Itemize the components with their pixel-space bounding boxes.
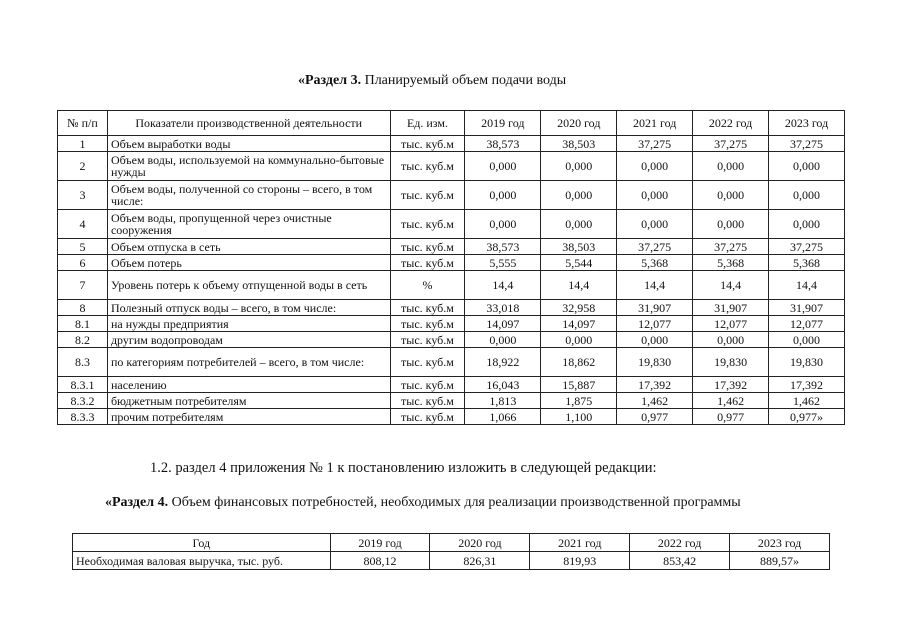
row-unit: % [390, 271, 465, 300]
value-2023: 889,57» [730, 552, 830, 570]
value-2023: 14,4 [769, 271, 845, 300]
table-row [58, 300, 845, 316]
value-2020: 0,000 [541, 210, 617, 239]
row-number: 3 [58, 181, 108, 210]
table-row [58, 393, 845, 409]
value-2023: 12,077 [769, 316, 845, 332]
value-2021: 37,275 [617, 239, 693, 255]
row-indicator: другим водопроводам [107, 332, 390, 348]
value-2021: 14,4 [617, 271, 693, 300]
value-2019: 33,018 [465, 300, 541, 316]
value-2023: 0,977» [769, 409, 845, 425]
value-2019: 14,4 [465, 271, 541, 300]
value-2020: 14,097 [541, 316, 617, 332]
value-2022: 0,977 [693, 409, 769, 425]
row-unit: тыс. куб.м [390, 377, 465, 393]
section3-title-text: Планируемый объем подачи воды [361, 73, 567, 88]
table-body [58, 136, 845, 425]
value-2021: 31,907 [617, 300, 693, 316]
value-2020: 0,000 [541, 181, 617, 210]
value-2023: 5,368 [769, 255, 845, 271]
row-indicator: Объем воды, используемой на коммунально-бытовые нужды [107, 152, 390, 181]
value-2022: 5,368 [693, 255, 769, 271]
table-row [58, 210, 845, 239]
value-2021: 0,000 [617, 210, 693, 239]
value-2022: 37,275 [693, 239, 769, 255]
row-number: 8 [58, 300, 108, 316]
value-2022: 0,000 [693, 332, 769, 348]
value-2019: 5,555 [465, 255, 541, 271]
header-unit: Ед. изм. [390, 111, 465, 136]
value-2023: 0,000 [769, 181, 845, 210]
table-row [58, 332, 845, 348]
row-unit: тыс. куб.м [390, 239, 465, 255]
row-number: 7 [58, 271, 108, 300]
row-number: 8.2 [58, 332, 108, 348]
row-number: 8.1 [58, 316, 108, 332]
table-row [58, 409, 845, 425]
value-2021: 37,275 [617, 136, 693, 152]
row-indicator: прочим потребителям [107, 409, 390, 425]
table-header-row [73, 534, 830, 552]
value-2022: 37,275 [693, 136, 769, 152]
row-number: 4 [58, 210, 108, 239]
row-indicator: на нужды предприятия [107, 316, 390, 332]
row-unit: тыс. куб.м [390, 348, 465, 377]
value-2019: 16,043 [465, 377, 541, 393]
row-indicator: Объем воды, полученной со стороны – всего, в том числе: [107, 181, 390, 210]
value-2020: 14,4 [541, 271, 617, 300]
value-2022: 0,000 [693, 210, 769, 239]
value-2021: 5,368 [617, 255, 693, 271]
row-unit: тыс. куб.м [390, 210, 465, 239]
row-indicator: населению [107, 377, 390, 393]
value-2021: 819,93 [530, 552, 630, 570]
value-2020: 38,503 [541, 239, 617, 255]
value-2021: 0,977 [617, 409, 693, 425]
table-row [58, 316, 845, 332]
table-header-row [58, 111, 845, 136]
table-row [58, 255, 845, 271]
section4-title-text: Объем финансовых потребностей, необходимых для реализации производственной программы [168, 495, 741, 510]
row-unit: тыс. куб.м [390, 393, 465, 409]
value-2019: 0,000 [465, 181, 541, 210]
value-2022: 12,077 [693, 316, 769, 332]
table-row [58, 271, 845, 300]
value-2020: 32,958 [541, 300, 617, 316]
value-2019: 808,12 [330, 552, 430, 570]
header-2019: 2019 год [465, 111, 541, 136]
table-row [58, 377, 845, 393]
row-unit: тыс. куб.м [390, 255, 465, 271]
table-row [58, 348, 845, 377]
row-number: 8.3.3 [58, 409, 108, 425]
header-2019: 2019 год [330, 534, 430, 552]
value-2020: 826,31 [430, 552, 530, 570]
value-2019: 1,813 [465, 393, 541, 409]
value-2020: 18,862 [541, 348, 617, 377]
value-2020: 15,887 [541, 377, 617, 393]
value-2020: 0,000 [541, 152, 617, 181]
value-2023: 17,392 [769, 377, 845, 393]
value-2022: 853,42 [630, 552, 730, 570]
header-2020: 2020 год [430, 534, 530, 552]
section3-title-bold: «Раздел 3. [298, 73, 362, 88]
row-indicator: Объем воды, пропущенной через очистные сооружения [107, 210, 390, 239]
row-number: 6 [58, 255, 108, 271]
value-2019: 1,066 [465, 409, 541, 425]
value-2022: 0,000 [693, 181, 769, 210]
value-2019: 0,000 [465, 332, 541, 348]
row-unit: тыс. куб.м [390, 332, 465, 348]
value-2023: 37,275 [769, 239, 845, 255]
value-2023: 0,000 [769, 332, 845, 348]
value-2020: 1,875 [541, 393, 617, 409]
value-2020: 0,000 [541, 332, 617, 348]
value-2019: 0,000 [465, 152, 541, 181]
value-2023: 0,000 [769, 152, 845, 181]
row-number: 8.3 [58, 348, 108, 377]
header-2020: 2020 год [541, 111, 617, 136]
value-2023: 19,830 [769, 348, 845, 377]
value-2021: 17,392 [617, 377, 693, 393]
table-row [58, 152, 845, 181]
row-indicator: Объем выработки воды [107, 136, 390, 152]
row-number: 5 [58, 239, 108, 255]
value-2023: 1,462 [769, 393, 845, 409]
table-row [58, 181, 845, 210]
value-2019: 14,097 [465, 316, 541, 332]
value-2021: 19,830 [617, 348, 693, 377]
value-2022: 17,392 [693, 377, 769, 393]
value-2021: 12,077 [617, 316, 693, 332]
value-2022: 31,907 [693, 300, 769, 316]
value-2021: 0,000 [617, 181, 693, 210]
value-2022: 14,4 [693, 271, 769, 300]
header-2022: 2022 год [693, 111, 769, 136]
financial-needs-table [72, 533, 830, 570]
water-supply-table [57, 110, 845, 425]
header-2023: 2023 год [769, 111, 845, 136]
header-year: Год [73, 534, 331, 552]
header-2021: 2021 год [530, 534, 630, 552]
value-2022: 0,000 [693, 152, 769, 181]
value-2023: 37,275 [769, 136, 845, 152]
header-2023: 2023 год [730, 534, 830, 552]
row-number: 2 [58, 152, 108, 181]
value-2023: 0,000 [769, 210, 845, 239]
section4-title-bold: «Раздел 4. [105, 495, 169, 510]
table-row [58, 239, 845, 255]
row-indicator: Уровень потерь к объему отпущенной воды в сеть [107, 271, 390, 300]
table-row [73, 552, 830, 570]
instruction-paragraph: 1.2. раздел 4 приложения № 1 к постановлению изложить в следующей редакции: [150, 460, 657, 476]
header-num: № п/п [58, 111, 108, 136]
header-2021: 2021 год [617, 111, 693, 136]
row-unit: тыс. куб.м [390, 409, 465, 425]
value-2019: 38,573 [465, 239, 541, 255]
section4-title [105, 495, 741, 511]
section3-title [298, 73, 566, 89]
value-2023: 31,907 [769, 300, 845, 316]
value-2021: 0,000 [617, 152, 693, 181]
value-2021: 1,462 [617, 393, 693, 409]
row-number: 1 [58, 136, 108, 152]
row-indicator: бюджетным потребителям [107, 393, 390, 409]
row-unit: тыс. куб.м [390, 316, 465, 332]
row-label: Необходимая валовая выручка, тыс. руб. [73, 552, 331, 570]
value-2020: 5,544 [541, 255, 617, 271]
row-unit: тыс. куб.м [390, 136, 465, 152]
value-2020: 1,100 [541, 409, 617, 425]
value-2022: 1,462 [693, 393, 769, 409]
row-number: 8.3.1 [58, 377, 108, 393]
value-2021: 0,000 [617, 332, 693, 348]
header-indicator: Показатели производственной деятельности [107, 111, 390, 136]
row-indicator: Объем потерь [107, 255, 390, 271]
row-unit: тыс. куб.м [390, 152, 465, 181]
value-2020: 38,503 [541, 136, 617, 152]
value-2019: 18,922 [465, 348, 541, 377]
header-2022: 2022 год [630, 534, 730, 552]
value-2019: 0,000 [465, 210, 541, 239]
table-row [58, 136, 845, 152]
row-indicator: Полезный отпуск воды – всего, в том числе: [107, 300, 390, 316]
row-number: 8.3.2 [58, 393, 108, 409]
value-2019: 38,573 [465, 136, 541, 152]
row-unit: тыс. куб.м [390, 181, 465, 210]
row-unit: тыс. куб.м [390, 300, 465, 316]
row-indicator: Объем отпуска в сеть [107, 239, 390, 255]
row-indicator: по категориям потребителей – всего, в том числе: [107, 348, 390, 377]
value-2022: 19,830 [693, 348, 769, 377]
